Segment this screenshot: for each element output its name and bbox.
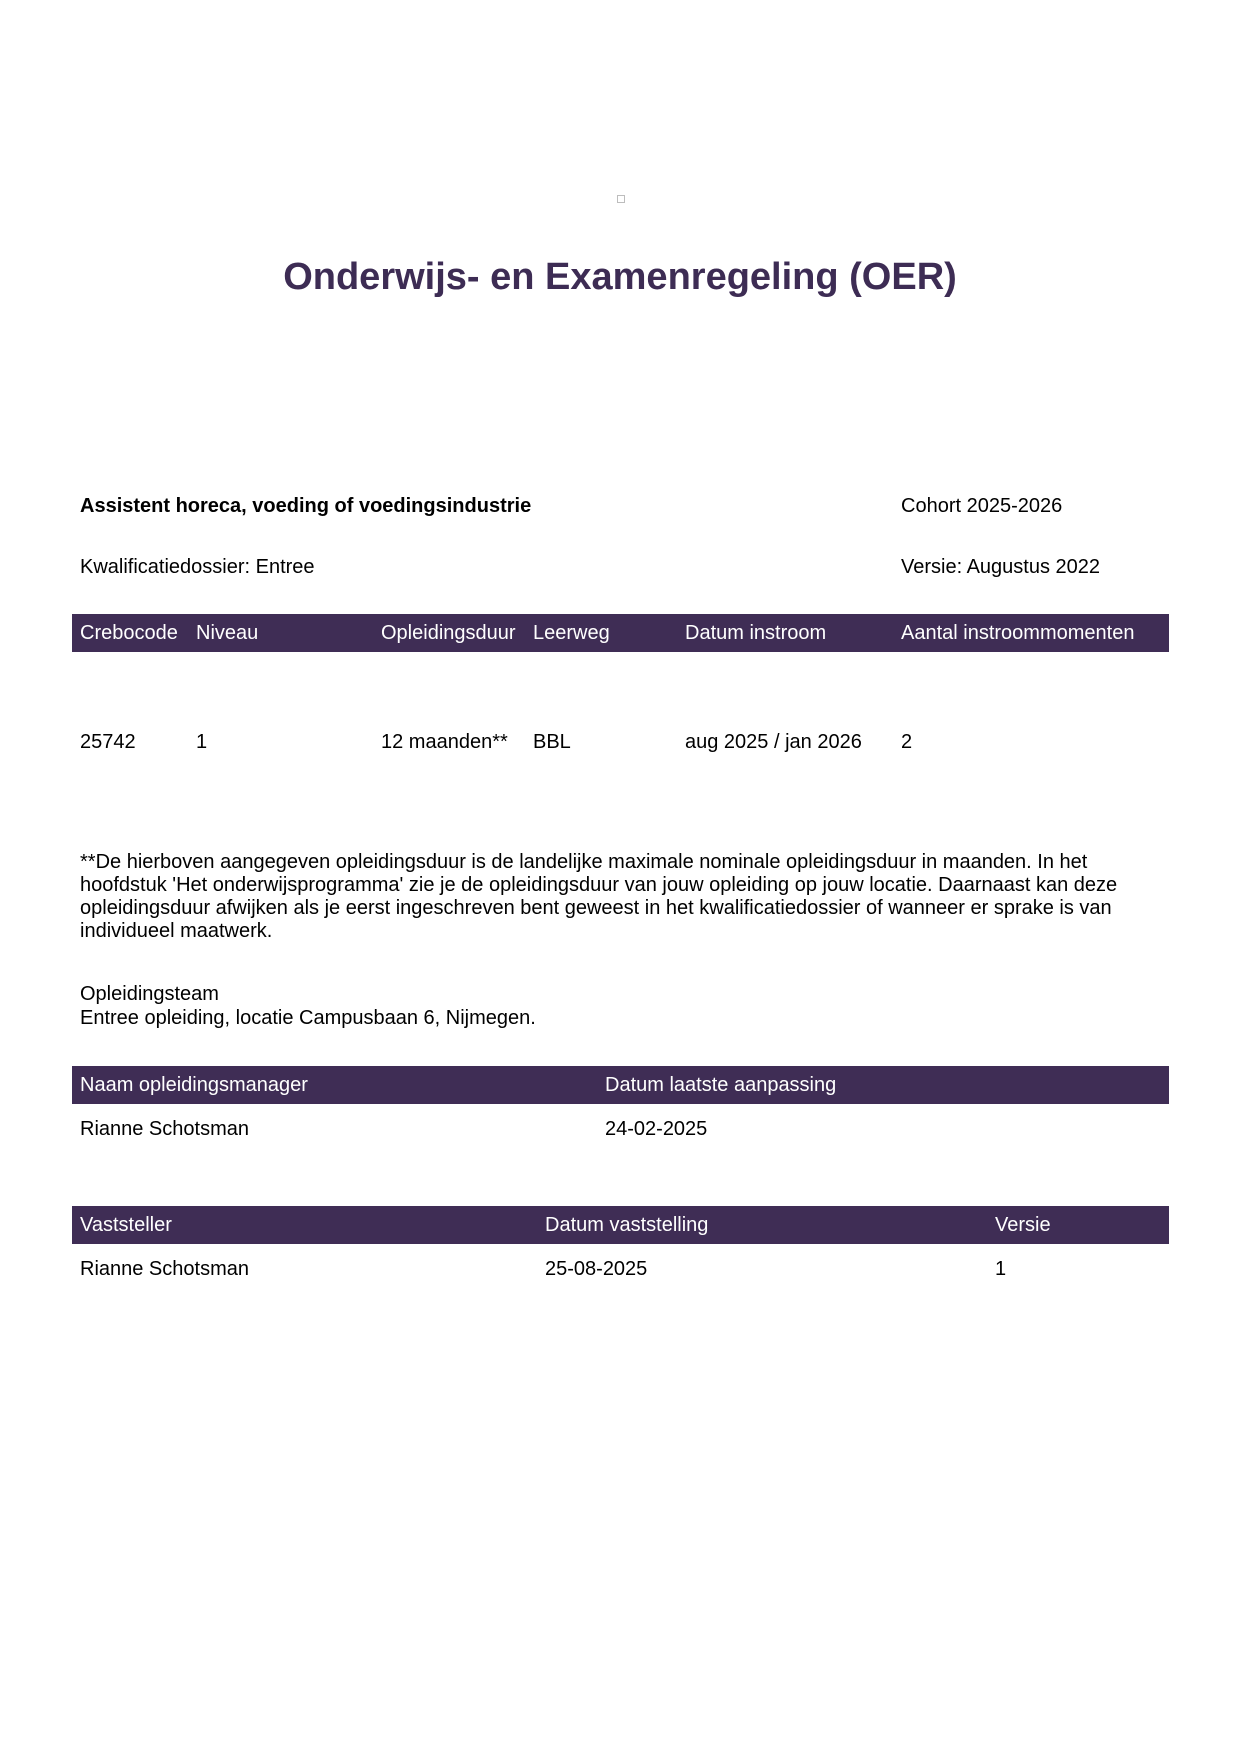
cell-crebocode: 25742 <box>80 731 136 753</box>
cell-opleidingsduur: 12 maanden** <box>381 731 508 753</box>
header-vaststeller: Vaststeller <box>80 1214 172 1236</box>
programme-name: Assistent horeca, voeding of voedingsindustrie <box>80 495 532 517</box>
opleidingsteam-label: Opleidingsteam <box>80 983 219 1005</box>
main-table-header <box>72 614 1169 652</box>
cohort: Cohort 2025-2026 <box>901 495 1063 517</box>
document-title: Onderwijs- en Examenregeling (OER) <box>283 256 957 298</box>
header-niveau: Niveau <box>196 622 259 644</box>
manager-table-header <box>72 1066 1169 1104</box>
opleidingsteam-block <box>80 982 536 1030</box>
cell-versie: 1 <box>995 1258 1007 1280</box>
cell-datum-instroom: aug 2025 / jan 2026 <box>685 731 862 753</box>
vaststelling-table-header <box>72 1206 1169 1244</box>
header-versie: Versie <box>995 1214 1051 1236</box>
header-datum-laatste-aanpassing: Datum laatste aanpassing <box>605 1074 837 1096</box>
kwalificatiedossier: Kwalificatiedossier: Entree <box>80 556 315 578</box>
cell-aantal-instroommomenten: 2 <box>901 731 913 753</box>
header-crebocode: Crebocode <box>80 622 178 644</box>
versie: Versie: Augustus 2022 <box>901 556 1101 578</box>
cell-leerweg: BBL <box>533 731 571 753</box>
header-datum-vaststelling: Datum vaststelling <box>545 1214 709 1236</box>
duration-footnote: **De hierboven aangegeven opleidingsduur is de landelijke maximale nominale opleidingsduur in maanden. In het hoofdstuk 'Het onderwijsprogramma' zie je de opleidingsduur van jouw opleiding op jouw locatie. Daarnaast kan deze opleidingsduur afwijken als je eerst ingeschreven bent geweest in het kwalificatiedossier of wanneer er sprake is van individueel maatwerk. <box>80 851 1118 942</box>
header-aantal-instroommomenten: Aantal instroommomenten <box>901 622 1135 644</box>
header-opleidingsduur: Opleidingsduur <box>381 622 516 644</box>
header-naam-opleidingsmanager: Naam opleidingsmanager <box>80 1074 308 1096</box>
cell-datum-vaststelling: 25-08-2025 <box>545 1258 648 1280</box>
cell-datum-laatste-aanpassing: 24-02-2025 <box>605 1118 708 1140</box>
header-datum-instroom: Datum instroom <box>685 622 827 644</box>
cell-niveau: 1 <box>196 731 208 753</box>
cell-opleidingsmanager: Rianne Schotsman <box>80 1118 249 1140</box>
cell-vaststeller: Rianne Schotsman <box>80 1258 249 1280</box>
opleidingsteam-description: Entree opleiding, locatie Campusbaan 6, Nijmegen. <box>80 1007 536 1029</box>
logo-placeholder-icon <box>617 195 625 203</box>
header-leerweg: Leerweg <box>533 622 610 644</box>
